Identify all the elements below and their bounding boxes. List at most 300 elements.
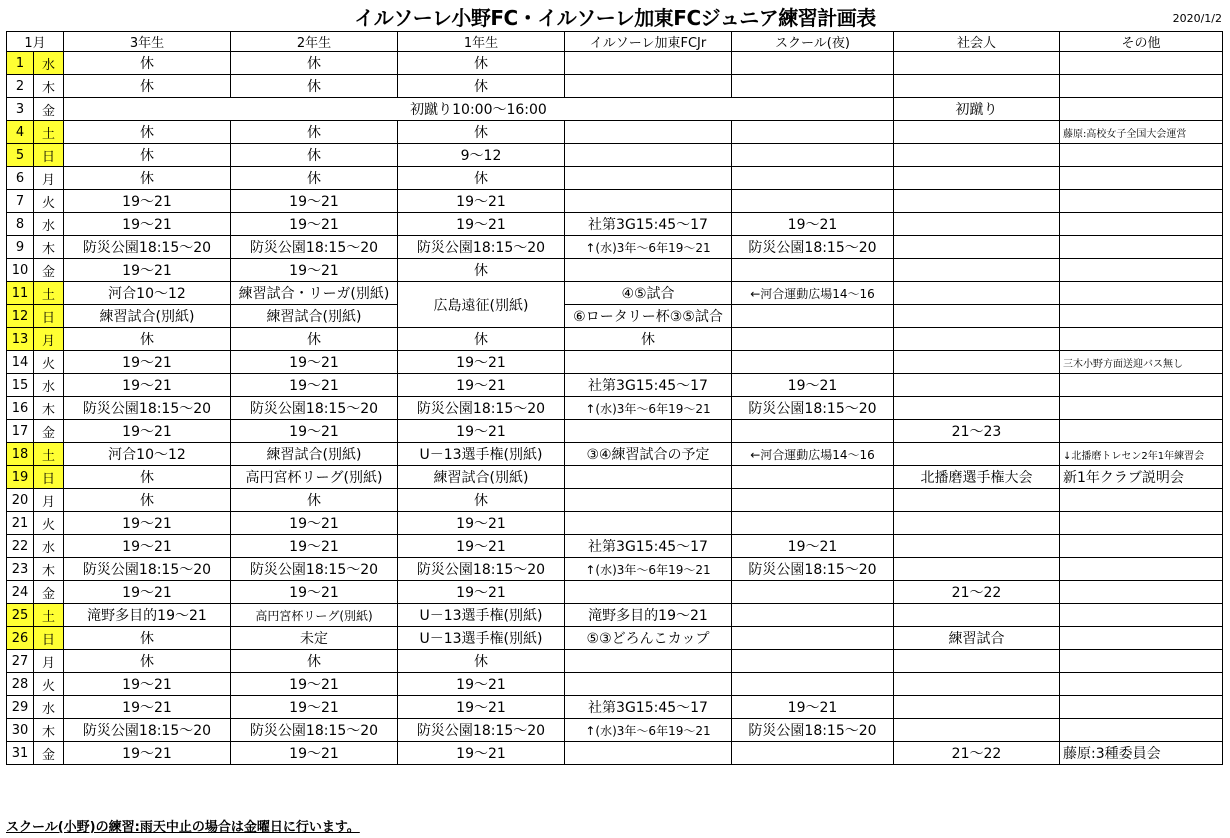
day-number: 20	[7, 489, 34, 512]
table-row	[7, 167, 1223, 190]
shakaijin-cell: 練習試合	[894, 627, 1060, 650]
school-cell	[732, 328, 894, 351]
other-header: その他	[1060, 32, 1223, 52]
shakaijin-cell: 21～22	[894, 581, 1060, 604]
table-row	[7, 98, 1223, 121]
day-number: 6	[7, 167, 34, 190]
day-number: 10	[7, 259, 34, 282]
grade2-cell: 練習試合・リーガ(別紙)	[231, 282, 398, 305]
table-row	[7, 604, 1223, 627]
grade2-cell: 防災公園18:15～20	[231, 397, 398, 420]
grade3-cell: 滝野多目的19～21	[64, 604, 231, 627]
grade2-cell: 防災公園18:15～20	[231, 719, 398, 742]
weekday: 水	[34, 696, 64, 719]
shakaijin-cell	[894, 167, 1060, 190]
katojr-cell: ↑(水)3年～6年19～21	[565, 397, 732, 420]
day-number: 18	[7, 443, 34, 466]
school-cell: 防災公園18:15～20	[732, 558, 894, 581]
shakaijin-cell	[894, 282, 1060, 305]
grade1-cell: 19～21	[398, 190, 565, 213]
weekday: 金	[34, 581, 64, 604]
table-row	[7, 52, 1223, 75]
grade3-cell: 河合10～12	[64, 282, 231, 305]
grade2-cell: 19～21	[231, 351, 398, 374]
weekday: 土	[34, 604, 64, 627]
weekday: 月	[34, 489, 64, 512]
weekday: 火	[34, 351, 64, 374]
grade3-cell: 19～21	[64, 512, 231, 535]
school-cell: 19～21	[732, 213, 894, 236]
table-row	[7, 627, 1223, 650]
shakaijin-cell	[894, 489, 1060, 512]
other-cell: ↓北播磨トレセン2年1年練習会	[1060, 443, 1223, 466]
table-row	[7, 466, 1223, 489]
grade3-cell: 休	[64, 627, 231, 650]
table-row	[7, 420, 1223, 443]
katojr-cell: 滝野多目的19～21	[565, 604, 732, 627]
other-cell	[1060, 52, 1223, 75]
grade3-cell: 休	[64, 328, 231, 351]
school-cell	[732, 52, 894, 75]
month-header: 1月	[7, 32, 64, 52]
shakaijin-cell: 北播磨選手権大会	[894, 466, 1060, 489]
grade3-cell: 防災公園18:15～20	[64, 558, 231, 581]
weekday: 水	[34, 374, 64, 397]
grade2-cell: 練習試合(別紙)	[231, 443, 398, 466]
school-cell	[732, 144, 894, 167]
grade3-cell: 19～21	[64, 259, 231, 282]
table-row	[7, 443, 1223, 466]
grade1-header: 1年生	[398, 32, 565, 52]
grade1-cell: 19～21	[398, 351, 565, 374]
shakaijin-cell	[894, 190, 1060, 213]
grade1-cell: 19～21	[398, 742, 565, 765]
katojr-cell: ④⑤試合	[565, 282, 732, 305]
school-cell: ←河合運動広場14～16	[732, 443, 894, 466]
katojr-cell: ⑤③どろんこカップ	[565, 627, 732, 650]
weekday: 土	[34, 443, 64, 466]
school-cell	[732, 489, 894, 512]
grade2-cell: 練習試合(別紙)	[231, 305, 398, 328]
grade3-cell: 防災公園18:15～20	[64, 719, 231, 742]
table-row	[7, 351, 1223, 374]
school-cell: 防災公園18:15～20	[732, 397, 894, 420]
school-cell	[732, 75, 894, 98]
grade2-cell: 休	[231, 121, 398, 144]
grade3-cell: 休	[64, 144, 231, 167]
other-cell	[1060, 190, 1223, 213]
grade3-cell: 19～21	[64, 742, 231, 765]
day-number: 5	[7, 144, 34, 167]
other-cell	[1060, 167, 1223, 190]
weekday: 月	[34, 328, 64, 351]
katojr-cell	[565, 190, 732, 213]
grade3-cell: 休	[64, 650, 231, 673]
grade1-cell: U－13選手権(別紙)	[398, 443, 565, 466]
shakaijin-cell	[894, 696, 1060, 719]
day-number: 27	[7, 650, 34, 673]
shakaijin-cell	[894, 328, 1060, 351]
weekday: 木	[34, 397, 64, 420]
day-number: 8	[7, 213, 34, 236]
grade3-cell: 19～21	[64, 696, 231, 719]
other-cell	[1060, 259, 1223, 282]
grade1-cell: 19～21	[398, 581, 565, 604]
day-number: 17	[7, 420, 34, 443]
katojr-cell: ③④練習試合の予定	[565, 443, 732, 466]
grade3-cell: 防災公園18:15～20	[64, 236, 231, 259]
katojr-cell: 休	[565, 328, 732, 351]
day-number: 24	[7, 581, 34, 604]
page-title: イルソーレ小野FC・イルソーレ加東FCジュニア練習計画表	[354, 6, 876, 30]
table-row	[7, 535, 1223, 558]
other-cell	[1060, 236, 1223, 259]
other-cell	[1060, 374, 1223, 397]
other-cell	[1060, 627, 1223, 650]
day-number: 22	[7, 535, 34, 558]
other-cell	[1060, 696, 1223, 719]
table-row	[7, 259, 1223, 282]
grade3-cell: 休	[64, 52, 231, 75]
katojr-cell	[565, 489, 732, 512]
grade3-cell: 休	[64, 121, 231, 144]
day-number: 26	[7, 627, 34, 650]
grade3-cell: 19～21	[64, 213, 231, 236]
grade2-header: 2年生	[231, 32, 398, 52]
day-number: 3	[7, 98, 34, 121]
grade3-cell: 19～21	[64, 673, 231, 696]
grade1-cell: U－13選手権(別紙)	[398, 627, 565, 650]
katojr-cell	[565, 466, 732, 489]
katojr-cell: ↑(水)3年～6年19～21	[565, 558, 732, 581]
weekday: 水	[34, 52, 64, 75]
header-row	[7, 32, 1223, 52]
weekday: 金	[34, 259, 64, 282]
grade2-cell: 19～21	[231, 512, 398, 535]
other-cell	[1060, 650, 1223, 673]
grade2-cell: 19～21	[231, 696, 398, 719]
table-row	[7, 328, 1223, 351]
grade1-cell: 休	[398, 52, 565, 75]
grade1-cell: 休	[398, 328, 565, 351]
grade1-cell: 19～21	[398, 673, 565, 696]
other-cell	[1060, 328, 1223, 351]
grade1-cell: 休	[398, 650, 565, 673]
school-cell: 19～21	[732, 696, 894, 719]
day-number: 19	[7, 466, 34, 489]
school-cell	[732, 742, 894, 765]
other-cell	[1060, 604, 1223, 627]
weekday: 日	[34, 466, 64, 489]
shakaijin-cell	[894, 351, 1060, 374]
school-cell	[732, 305, 894, 328]
weekday: 木	[34, 558, 64, 581]
school-cell: 防災公園18:15～20	[732, 236, 894, 259]
school-cell	[732, 190, 894, 213]
katojr-cell	[565, 742, 732, 765]
other-cell	[1060, 558, 1223, 581]
footer-note: スクール(小野)の練習:雨天中止の場合は金曜日に行います。	[6, 820, 360, 835]
other-cell	[1060, 489, 1223, 512]
day-number: 15	[7, 374, 34, 397]
schedule-table	[6, 31, 1223, 765]
school-cell	[732, 420, 894, 443]
other-cell	[1060, 673, 1223, 696]
grade2-cell: 19～21	[231, 673, 398, 696]
weekday: 木	[34, 236, 64, 259]
table-row	[7, 742, 1223, 765]
day-number: 4	[7, 121, 34, 144]
day-number: 29	[7, 696, 34, 719]
weekday: 日	[34, 305, 64, 328]
other-cell	[1060, 420, 1223, 443]
grade1-cell: 休	[398, 489, 565, 512]
grade2-cell: 休	[231, 650, 398, 673]
weekday: 火	[34, 512, 64, 535]
weekday: 月	[34, 650, 64, 673]
grade1-cell: 休	[398, 167, 565, 190]
weekday: 日	[34, 144, 64, 167]
shakaijin-cell	[894, 213, 1060, 236]
katojr-cell: ↑(水)3年～6年19～21	[565, 719, 732, 742]
school-cell	[732, 466, 894, 489]
day-number: 1	[7, 52, 34, 75]
katojr-cell: 社第3G15:45～17	[565, 535, 732, 558]
weekday: 木	[34, 75, 64, 98]
grade3-cell: 休	[64, 466, 231, 489]
day-number: 30	[7, 719, 34, 742]
other-cell	[1060, 397, 1223, 420]
day-number: 23	[7, 558, 34, 581]
shakaijin-cell	[894, 535, 1060, 558]
day-number: 31	[7, 742, 34, 765]
school-cell	[732, 512, 894, 535]
day-number: 14	[7, 351, 34, 374]
weekday: 木	[34, 719, 64, 742]
other-cell: 藤原:高校女子全国大会運営	[1060, 121, 1223, 144]
katojr-cell	[565, 75, 732, 98]
table-row	[7, 75, 1223, 98]
weekday: 水	[34, 213, 64, 236]
table-row	[7, 305, 1223, 328]
katojr-cell	[565, 144, 732, 167]
weekday: 金	[34, 420, 64, 443]
grade2-cell: 19～21	[231, 213, 398, 236]
shakaijin-cell	[894, 374, 1060, 397]
school-cell	[732, 604, 894, 627]
document-date: 2020/1/2	[1172, 12, 1222, 25]
table-row	[7, 650, 1223, 673]
table-row	[7, 512, 1223, 535]
grade3-cell: 19～21	[64, 351, 231, 374]
grade1-cell: U－13選手権(別紙)	[398, 604, 565, 627]
school-cell	[732, 650, 894, 673]
school-cell	[732, 259, 894, 282]
shakaijin-cell	[894, 650, 1060, 673]
shakaijin-cell: 初蹴り	[894, 98, 1060, 121]
grade2-cell: 休	[231, 144, 398, 167]
grade3-cell: 19～21	[64, 535, 231, 558]
day-number: 21	[7, 512, 34, 535]
weekday: 火	[34, 673, 64, 696]
grade1-cell: 19～21	[398, 213, 565, 236]
shakaijin-cell	[894, 604, 1060, 627]
table-row	[7, 374, 1223, 397]
school-cell: 19～21	[732, 374, 894, 397]
day-number: 9	[7, 236, 34, 259]
grade2-cell: 高円宮杯リーグ(別紙)	[231, 466, 398, 489]
weekday: 金	[34, 742, 64, 765]
other-cell	[1060, 144, 1223, 167]
grade1-cell: 19～21	[398, 535, 565, 558]
katojr-cell: 社第3G15:45～17	[565, 374, 732, 397]
day-number: 12	[7, 305, 34, 328]
shakaijin-cell: 21～23	[894, 420, 1060, 443]
grade2-cell: 防災公園18:15～20	[231, 558, 398, 581]
table-row	[7, 673, 1223, 696]
grade2-cell: 休	[231, 167, 398, 190]
grade2-cell: 19～21	[231, 420, 398, 443]
grade2-cell: 未定	[231, 627, 398, 650]
other-cell	[1060, 213, 1223, 236]
weekday: 水	[34, 535, 64, 558]
other-cell	[1060, 75, 1223, 98]
table-row	[7, 236, 1223, 259]
table-row	[7, 144, 1223, 167]
table-row	[7, 696, 1223, 719]
grade1-cell: 広島遠征(別紙)	[398, 282, 565, 328]
day-number: 25	[7, 604, 34, 627]
other-cell	[1060, 719, 1223, 742]
grade1-cell: 休	[398, 259, 565, 282]
grade3-cell: 19～21	[64, 420, 231, 443]
table-row	[7, 213, 1223, 236]
grade1-cell: 19～21	[398, 374, 565, 397]
grade2-cell: 19～21	[231, 190, 398, 213]
weekday: 日	[34, 627, 64, 650]
day-number: 11	[7, 282, 34, 305]
katojr-cell: 社第3G15:45～17	[565, 696, 732, 719]
grade3-cell: 19～21	[64, 190, 231, 213]
grade2-cell: 休	[231, 52, 398, 75]
grade3-cell: 19～21	[64, 374, 231, 397]
shakaijin-cell: 21～22	[894, 742, 1060, 765]
katojr-cell	[565, 512, 732, 535]
katojr-cell	[565, 167, 732, 190]
shakaijin-cell	[894, 305, 1060, 328]
other-cell: 新1年クラブ説明会	[1060, 466, 1223, 489]
katojr-cell	[565, 673, 732, 696]
grade2-cell: 19～21	[231, 259, 398, 282]
grade1-cell: 19～21	[398, 696, 565, 719]
grade3-cell: 休	[64, 489, 231, 512]
grade2-cell: 休	[231, 489, 398, 512]
table-row	[7, 558, 1223, 581]
school-cell: 防災公園18:15～20	[732, 719, 894, 742]
table-row	[7, 581, 1223, 604]
other-cell: 三木小野方面送迎バス無し	[1060, 351, 1223, 374]
table-row	[7, 719, 1223, 742]
katojr-cell	[565, 121, 732, 144]
grade2-cell: 休	[231, 75, 398, 98]
grade1-cell: 防災公園18:15～20	[398, 558, 565, 581]
weekday: 火	[34, 190, 64, 213]
katojr-cell: 社第3G15:45～17	[565, 213, 732, 236]
grade1-cell: 19～21	[398, 420, 565, 443]
grade3-cell: 練習試合(別紙)	[64, 305, 231, 328]
grade1-cell: 防災公園18:15～20	[398, 236, 565, 259]
grade1-cell: 休	[398, 75, 565, 98]
school-cell: ←河合運動広場14～16	[732, 282, 894, 305]
shakaijin-header: 社会人	[894, 32, 1060, 52]
other-cell	[1060, 305, 1223, 328]
other-cell	[1060, 535, 1223, 558]
grade1-cell: 防災公園18:15～20	[398, 719, 565, 742]
table-row	[7, 489, 1223, 512]
table-row	[7, 397, 1223, 420]
shakaijin-cell	[894, 52, 1060, 75]
katojr-cell	[565, 650, 732, 673]
shakaijin-cell	[894, 443, 1060, 466]
other-cell: 藤原:3種委員会	[1060, 742, 1223, 765]
katojr-cell	[565, 581, 732, 604]
school-cell	[732, 121, 894, 144]
school-cell	[732, 581, 894, 604]
shakaijin-cell	[894, 236, 1060, 259]
shakaijin-cell	[894, 144, 1060, 167]
katojr-cell: ⑥ロータリー杯③⑤試合	[565, 305, 732, 328]
other-cell	[1060, 98, 1223, 121]
other-cell	[1060, 512, 1223, 535]
grade2-cell: 19～21	[231, 535, 398, 558]
grade3-cell: 河合10～12	[64, 443, 231, 466]
day-number: 2	[7, 75, 34, 98]
school-header: スクール(夜)	[732, 32, 894, 52]
grade1-cell: 練習試合(別紙)	[398, 466, 565, 489]
grade3-cell: 休	[64, 167, 231, 190]
table-row	[7, 121, 1223, 144]
grade2-cell: 19～21	[231, 374, 398, 397]
katojr-header: イルソーレ加東FCJr	[565, 32, 732, 52]
school-cell: 19～21	[732, 535, 894, 558]
grade2-cell: 19～21	[231, 742, 398, 765]
school-cell	[732, 351, 894, 374]
grade3-cell: 休	[64, 75, 231, 98]
grade2-cell: 防災公園18:15～20	[231, 236, 398, 259]
katojr-cell: ↑(水)3年～6年19～21	[565, 236, 732, 259]
grade1-cell: 19～21	[398, 512, 565, 535]
school-cell	[732, 673, 894, 696]
day-number: 7	[7, 190, 34, 213]
shakaijin-cell	[894, 558, 1060, 581]
day-number: 13	[7, 328, 34, 351]
weekday: 土	[34, 282, 64, 305]
grade3-cell: 防災公園18:15～20	[64, 397, 231, 420]
table-row	[7, 190, 1223, 213]
other-cell	[1060, 581, 1223, 604]
katojr-cell	[565, 52, 732, 75]
weekday: 金	[34, 98, 64, 121]
shakaijin-cell	[894, 673, 1060, 696]
grade3-cell: 19～21	[64, 581, 231, 604]
grade1-cell: 防災公園18:15～20	[398, 397, 565, 420]
other-cell	[1060, 282, 1223, 305]
grade2-cell: 19～21	[231, 581, 398, 604]
katojr-cell	[565, 420, 732, 443]
day-number: 28	[7, 673, 34, 696]
school-cell	[732, 167, 894, 190]
day-number: 16	[7, 397, 34, 420]
